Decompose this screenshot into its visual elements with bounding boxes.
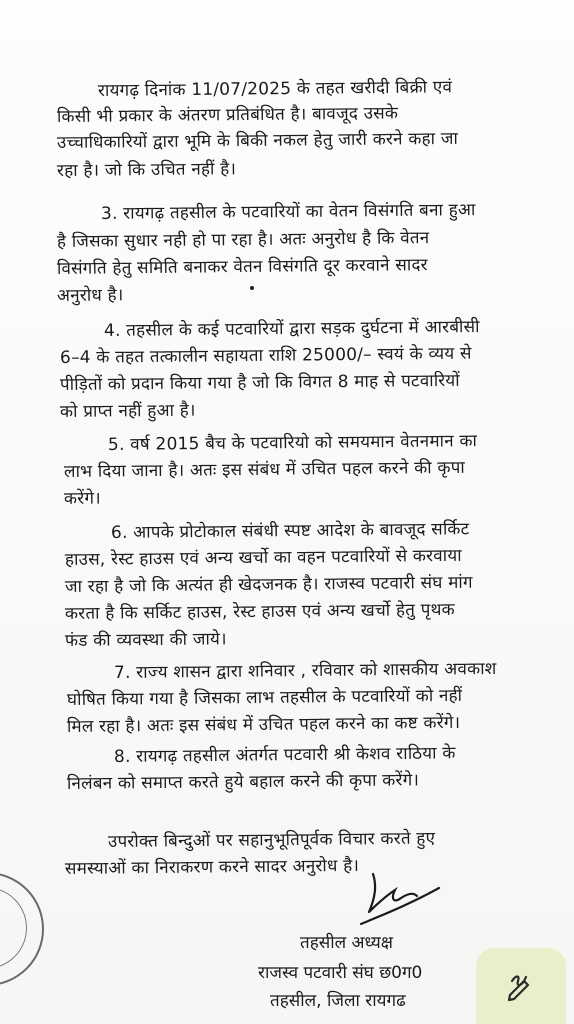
text-line: फंड की व्यवस्था की जाये।: [64, 629, 227, 651]
text-line: रहा है। जो कि उचित नहीं है।: [56, 159, 237, 181]
text-line: उपरोक्त बिन्दुओं पर सहानुभूतिपूर्वक विचार करते हुए: [107, 828, 436, 852]
text-line: निलंबन को समाप्त करते हुये बहाल करने की कृपा करेंगे।: [66, 770, 420, 794]
handwritten-signature: [355, 868, 445, 928]
text-line: विसंगति हेतु समिति बनाकर वेतन विसंगति दूर करवाने सादर: [56, 255, 428, 279]
text-line: 6–4 के तहत तत्कालीन सहायता राशि 25000/– स्वयं के व्यय से: [59, 343, 472, 368]
text-line: है जिसका सुधार नही हो पा रहा है। अतः अनुरोध है कि वेतन: [56, 228, 430, 252]
text-line: 3. रायगढ़ तहसील के पटवारियों का वेतन विसंगति बना हुआ: [100, 200, 476, 224]
text-line: उच्चाधिकारियों द्वारा भूमि के बिकी नकल हेतु जारी करने कहा जा: [56, 128, 459, 153]
text-line: हाउस, रेस्ट हाउस एवं अन्य खर्चो का वहन पटवारियों से करवाया: [64, 545, 462, 570]
text-line: 7. राज्य शासन द्वारा शनिवार , रविवार को शासकीय अवकाश: [113, 658, 497, 683]
text-line: करेंगे।: [63, 488, 101, 509]
text-line: 5. वर्ष 2015 बैच के पटवारियो को समयमान वेतनमान का: [107, 431, 478, 455]
text-line: समस्याओं का निराकरण करने सादर अनुरोध है।: [64, 855, 360, 879]
text-line: मिल रहा है। अतः इस संबंध में उचित पहल करने का कष्ट करेंगे।: [66, 712, 461, 737]
text-line: घोषित किया गया है जिसका लाभ तहसील के पटवारियों को नहीं: [66, 685, 463, 710]
text-line: किसी भी प्रकार के अंतरण प्रतिबंधित है। बावजूद उसके: [56, 103, 399, 127]
text-line: लाभ दिया जाना है। अतः इस संबंध में उचित पहल करने की कृपा: [63, 457, 466, 482]
ink-dot: [250, 286, 254, 290]
pen-scribble-icon: [504, 969, 538, 1003]
signatory-organization: राजस्व पटवारी संघ छ0ग0: [258, 963, 423, 983]
text-line: पीड़ितों को प्रदान किया गया है जो कि विगत 8 माह से पटवारियों: [59, 370, 460, 395]
text-line: 4. तहसील के कई पटवारियों द्वारा सड़क दुर्घटना में आरबीसी: [103, 317, 480, 341]
text-line: 8. रायगढ़ तहसील अंतर्गत पटवारी श्री केशव राठिया के: [113, 743, 456, 767]
text-line: जा रहा है जो कि अत्यंत ही खेदजनक है। राजस्व पटवारी संघ मांग: [64, 572, 473, 597]
text-line: रायगढ़ दिनांक 11/07/2025 के तहत खरीदी बिक्री एवं: [97, 77, 453, 101]
text-line: अनुरोध है।: [56, 285, 124, 306]
text-line: करता है कि सर्किट हाउस, रेस्ट हाउस एवं अन्य खर्चो हेतु पृथक: [64, 599, 455, 624]
text-line: को प्राप्त नहीं हुआ है।: [59, 400, 196, 422]
signatory-location: तहसील, जिला रायगढ: [270, 991, 406, 1011]
annotate-button[interactable]: [476, 948, 566, 1024]
signatory-designation: तहसील अध्यक्ष: [300, 933, 393, 953]
text-line: 6. आपके प्रोटोकाल संबंधी स्पष्ट आदेश के बावजूद सर्किट: [110, 519, 470, 543]
